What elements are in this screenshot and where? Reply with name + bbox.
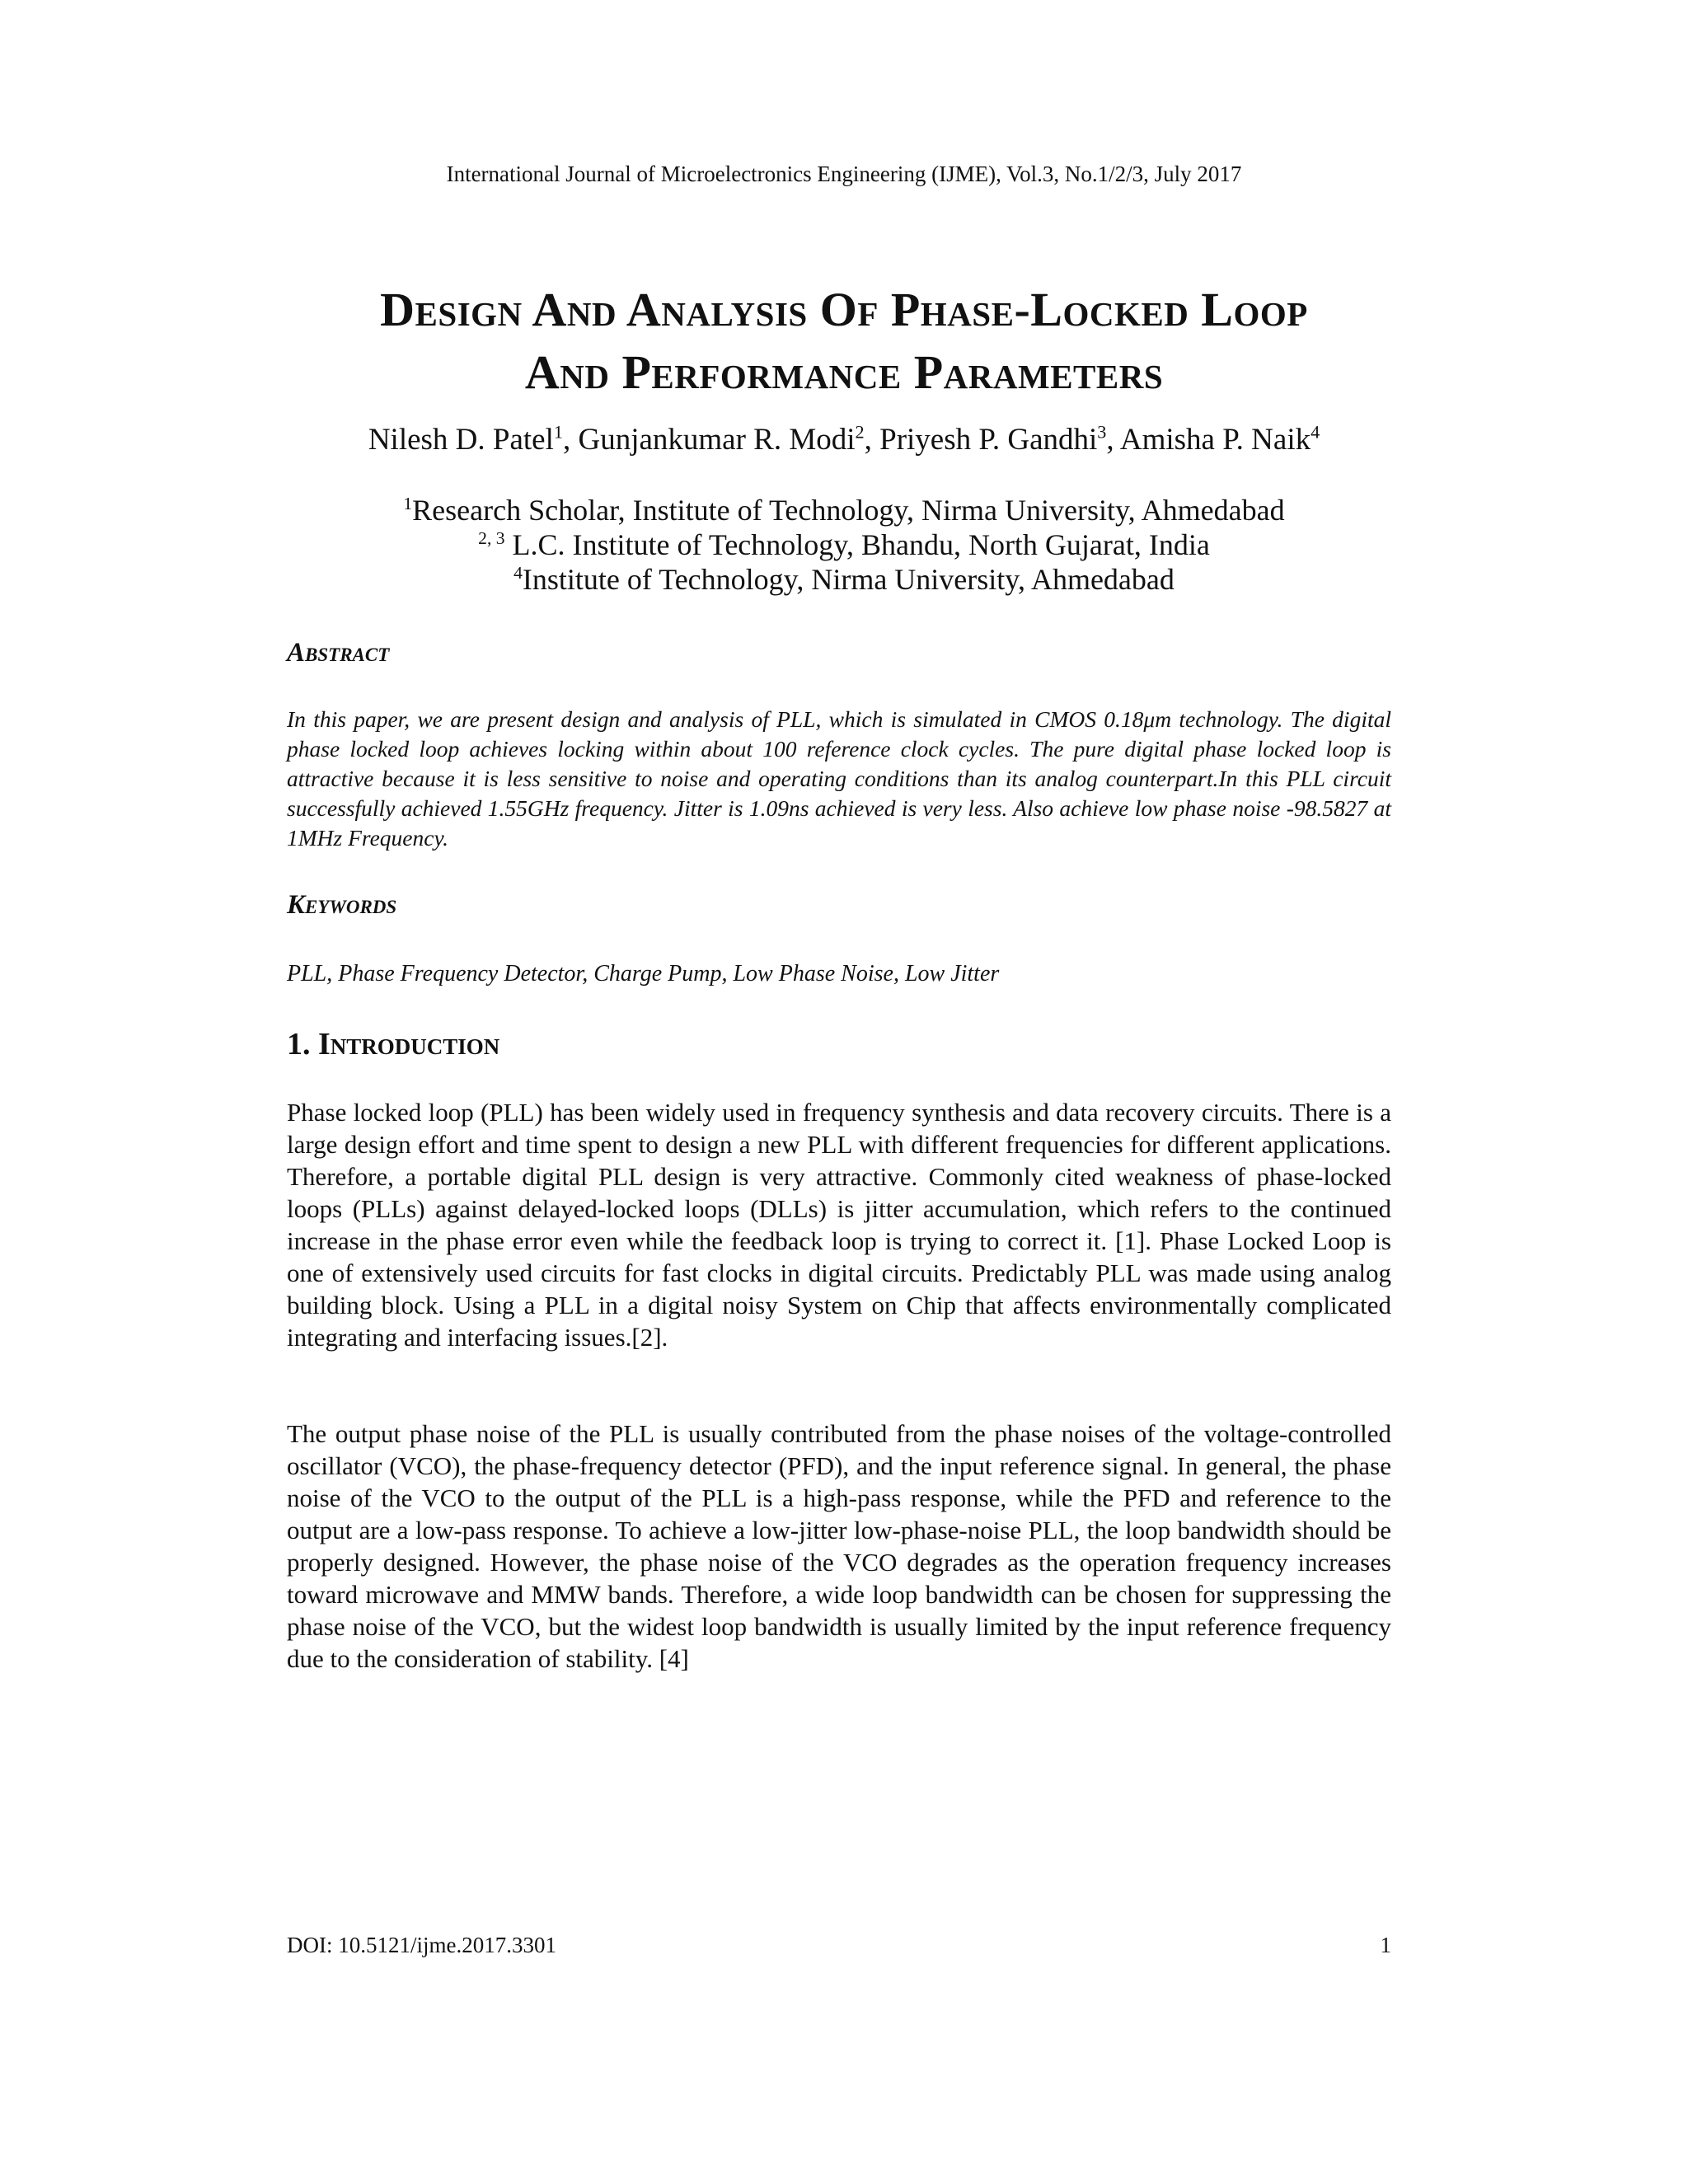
affiliation-list <box>0 493 1688 597</box>
author-affiliation-mark: 1 <box>553 421 563 443</box>
author-name: Amisha P. Naik <box>1119 423 1311 457</box>
author-list <box>0 422 1688 457</box>
author-separator: , <box>864 423 880 457</box>
page-number: 1 <box>1380 1933 1391 1957</box>
affiliation-text: Institute of Technology, Nirma University, Ahmedabad <box>522 563 1175 596</box>
doi-footer: DOI: 10.5121/ijme.2017.3301 <box>287 1933 556 1957</box>
author-separator: , <box>1106 423 1120 457</box>
affiliation-text: Research Scholar, Institute of Technology, Nirma University, Ahmedabad <box>412 494 1285 527</box>
title-line-2: And Performance Parameters <box>524 345 1164 399</box>
introduction-paragraph-1: Phase locked loop (PLL) has been widely used in frequency synthesis and data recovery circuits. There is a large design effort and time spent to design a new PLL with different frequencies for different applications. Therefore, a portable digital PLL design is very attractive. Commonly cited weakness of phase-locked loops (PLLs) against delayed-locked loops (DLLs) is jitter accumulation, which refers to the continued increase in the phase error even while the feedback loop is trying to correct it. [1]. Phase Locked Loop is one of extensively used circuits for fast clocks in digital circuits. Predictably PLL was made using analog building block. Using a PLL in a digital noisy System on Chip that affects environmentally complicated integrating and interfacing issues.[2]. <box>287 1098 1391 1352</box>
affiliation-mark: 1 <box>403 494 413 513</box>
affiliation-line <box>0 493 1688 527</box>
abstract-heading: Abstract <box>287 638 390 668</box>
author-affiliation-mark: 4 <box>1311 421 1320 443</box>
running-header: International Journal of Microelectronics Engineering (IJME), Vol.3, No.1/2/3, July 2017 <box>446 162 1242 186</box>
introduction-heading: 1. Introduction <box>287 1027 500 1062</box>
keywords-heading: Keywords <box>287 890 397 920</box>
affiliation-mark: 2, 3 <box>478 528 505 548</box>
paper-title <box>0 279 1688 404</box>
author-name: Nilesh D. Patel <box>368 423 554 457</box>
affiliation-mark: 4 <box>513 563 523 583</box>
author-affiliation-mark: 2 <box>855 421 865 443</box>
affiliation-line <box>0 562 1688 597</box>
keywords-body: PLL, Phase Frequency Detector, Charge Pump, Low Phase Noise, Low Jitter <box>287 961 1000 987</box>
author-name: Priyesh P. Gandhi <box>879 423 1098 457</box>
author-separator: , <box>562 423 579 457</box>
introduction-paragraph-2: The output phase noise of the PLL is usually contributed from the phase noises of the voltage-controlled oscillator (VCO), the phase-frequency detector (PFD), and the input reference signal. In general, the phase noise of the VCO to the output of the PLL is a high-pass response, while the PFD and reference to the output are a low-pass response. To achieve a low-jitter low-phase-noise PLL, the loop bandwidth should be properly designed. However, the phase noise of the VCO degrades as the operation frequency increases toward microwave and MMW bands. Therefore, a wide loop bandwidth can be chosen for suppressing the phase noise of the VCO, but the widest loop bandwidth is usually limited by the input reference frequency due to the consideration of stability. [4] <box>287 1419 1391 1673</box>
abstract-body: In this paper, we are present design and analysis of PLL, which is simulated in CMOS 0.18μm technology. The digital phase locked loop achieves locking within about 100 reference clock cycles. The pure digital phase locked loop is attractive because it is less sensitive to noise and operating conditions than its analog counterpart.In this PLL circuit successfully achieved 1.55GHz frequency. Jitter is 1.09ns achieved is very less. Also achieve low phase noise -98.5827 at 1MHz Frequency. <box>287 706 1391 851</box>
author-affiliation-mark: 3 <box>1097 421 1107 443</box>
affiliation-text: L.C. Institute of Technology, Bhandu, North Gujarat, India <box>504 528 1210 561</box>
title-line-1: Design And Analysis Of Phase-Locked Loop <box>380 283 1308 336</box>
affiliation-line <box>0 527 1688 562</box>
author-name: Gunjankumar R. Modi <box>578 423 856 457</box>
